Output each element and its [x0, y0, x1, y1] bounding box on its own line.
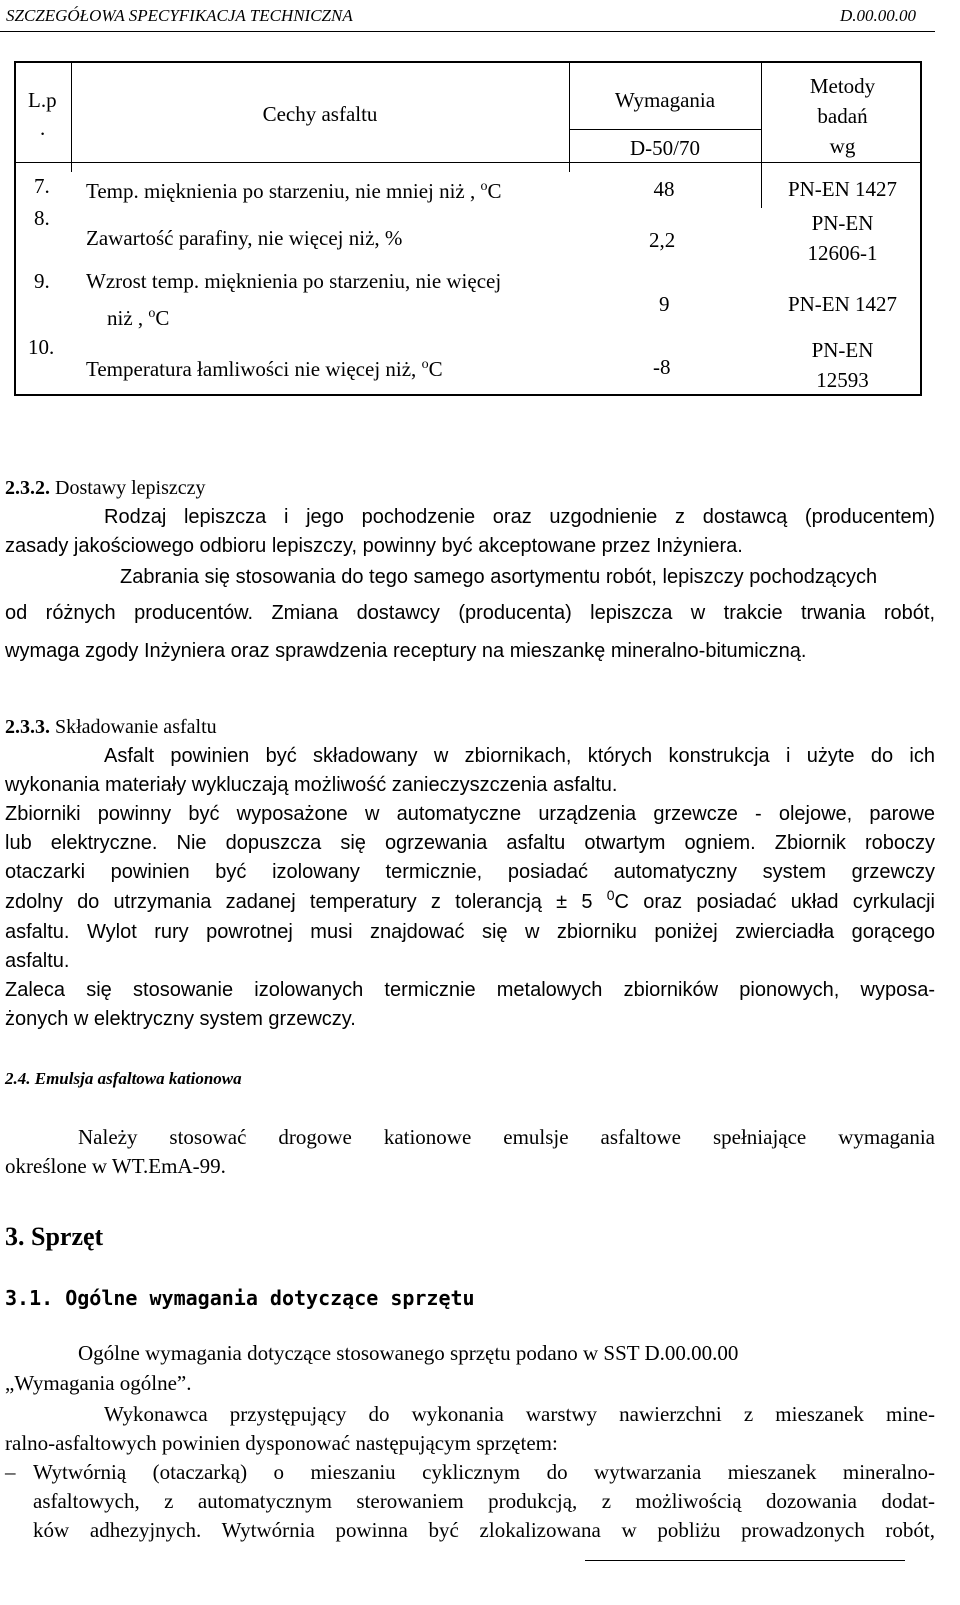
list-item-line: ków adhezyjnych. Wytwórnia powinna być zlokalizowana w pobliżu prowadzonych robót,	[33, 1518, 935, 1542]
paragraph-line: wykonania materiały wykluczają możliwość zanieczyszczenia asfaltu.	[5, 774, 618, 796]
paragraph-line: zasady jakościowego odbioru lepiszczy, powinny być akceptowane przez Inżyniera.	[5, 535, 743, 557]
paragraph-line: Należy stosować drogowe kationowe emulsje asfaltowe spełniające wymagania	[78, 1125, 935, 1149]
row-lp: 7.	[34, 174, 50, 198]
col-method-header-line2: badań	[817, 104, 868, 128]
paragraph-line: Wykonawca przystępujący do wykonania warstwy nawierzchni z mieszanek mine-	[104, 1402, 935, 1426]
section-2-3-2-heading: 2.3.2. Dostawy lepiszczy	[5, 477, 206, 499]
col-lp-label-dot: .	[40, 116, 46, 140]
header-rule	[0, 31, 935, 32]
row-feature: Temp. mięknienia po starzeniu, nie mniej niż , $^o$C	[86, 179, 502, 203]
row-method-line2: 12606-1	[807, 241, 878, 265]
paragraph-line: otaczarki powinien być izolowany termicznie, posiadać automatyczny system grzewczy	[5, 861, 935, 883]
paragraph-line: Asfalt powinien być składowany w zbiornikach, których konstrukcja i użyte do ich	[104, 745, 935, 767]
col-requirement-subheader: D-50/70	[630, 136, 700, 160]
paragraph-line: Zaleca się stosowanie izolowanych termicznie metalowych zbiorników pionowych, wyposa-	[5, 979, 935, 1001]
row-lp: 10.	[28, 335, 55, 359]
paragraph-line: Ogólne wymagania dotyczące stosowanego sprzętu podano w SST D.00.00.00	[78, 1341, 739, 1365]
paragraph-line: wymaga zgody Inżyniera oraz sprawdzenia receptury na mieszankę mineralno-bitumiczną.	[5, 640, 807, 662]
row-feature: Zawartość parafiny, nie więcej niż, %	[86, 226, 403, 250]
col-method-header-line3: wg	[829, 134, 856, 158]
paragraph-line: od różnych producentów. Zmiana dostawcy (producenta) lepiszcza w trakcie trwania robót,	[5, 602, 935, 624]
paragraph-line: żonych w elektryczny system grzewczy.	[5, 1008, 356, 1030]
paragraph-line: asfaltu.	[5, 950, 70, 972]
row-method: PN-EN 1427	[787, 177, 898, 201]
asphalt-properties-table	[14, 61, 922, 396]
table-divider	[16, 162, 920, 163]
paragraph-line: określone w WT.EmA-99.	[5, 1154, 226, 1178]
row-feature: Temperatura łamliwości nie więcej niż, $^o$C	[86, 357, 443, 381]
col-feature-header: Cechy asfaltu	[262, 102, 378, 126]
row-method: PN-EN	[811, 211, 874, 235]
list-item-line: asfaltowych, z automatycznym sterowaniem produkcją, z możliwością dozowania dodat-	[33, 1489, 935, 1513]
col-requirement-header: Wymagania	[614, 88, 716, 112]
paragraph-line: „Wymagania ogólne”.	[5, 1371, 192, 1395]
section-2-3-3-heading: 2.3.3. Składowanie asfaltu	[5, 716, 217, 738]
row-method: PN-EN 1427	[787, 292, 898, 316]
row-feature: Wzrost temp. mięknienia po starzeniu, nie więcej	[86, 269, 502, 293]
paragraph-line: ralno-asfaltowych powinien dysponować następującym sprzętem:	[5, 1431, 558, 1455]
paragraph-line: Zbiorniki powinny być wyposażone w automatyczne urządzenia grzewcze - olejowe, parowe	[5, 803, 935, 825]
list-dash: –	[5, 1460, 16, 1484]
paragraph-line: asfaltu. Wylot rury powrotnej musi znajdować się w zbiorniku poniżej zwierciadła gorącego	[5, 921, 935, 943]
section-3-heading: 3. Sprzęt	[5, 1222, 104, 1251]
row-lp: 8.	[34, 206, 50, 230]
row-value: 2,2	[649, 228, 676, 252]
row-method: PN-EN	[811, 338, 874, 362]
footer-rule	[585, 1560, 905, 1561]
header-code: D.00.00.00	[840, 6, 917, 25]
paragraph-line: Zabrania się stosowania do tego samego asortymentu robót, lepiszczy pochodzących	[120, 566, 878, 588]
col-lp-label: L.p	[28, 88, 57, 112]
section-2-4-heading: 2.4. Emulsja asfaltowa kationowa	[5, 1069, 242, 1088]
section-3-1-heading: 3.1. Ogólne wymagania dotyczące sprzętu	[5, 1286, 475, 1310]
header-title: SZCZEGÓŁOWA SPECYFIKACJA TECHNICZNA	[6, 6, 353, 25]
row-feature-line2: niż , $^o$C	[107, 306, 170, 330]
row-lp: 9.	[34, 269, 50, 293]
row-method-line2: 12593	[816, 368, 869, 392]
row-value: 48	[653, 177, 675, 201]
paragraph-line: zdolny do utrzymania zadanej temperatury z tolerancją ± 5 $^0$C oraz posiadać układ cyrkulacji	[5, 887, 935, 913]
row-value: -8	[653, 355, 671, 379]
paragraph-line: lub elektryczne. Nie dopuszcza się ogrzewania asfaltu otwartym ogniem. Zbiornik roboczy	[5, 832, 935, 854]
paragraph-line: Rodzaj lepiszcza i jego pochodzenie oraz uzgodnienie z dostawcą (producentem)	[104, 506, 935, 528]
table-divider	[569, 129, 761, 130]
row-value: 9	[659, 292, 670, 316]
col-method-header: Metody	[809, 74, 876, 98]
list-item-line: Wytwórnią (otaczarką) o mieszaniu cyklicznym do wytwarzania mieszanek mineralno-	[33, 1460, 935, 1484]
